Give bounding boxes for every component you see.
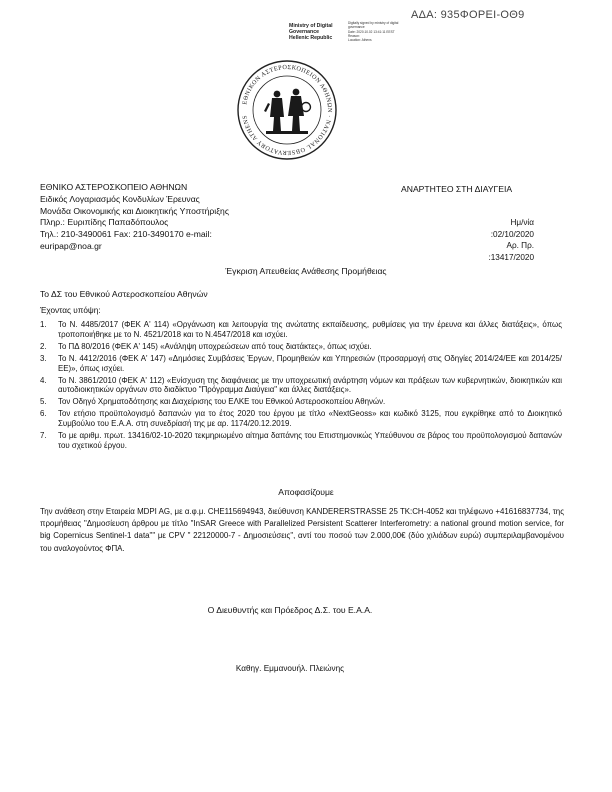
org-name: ΕΘΝΙΚΟ ΑΣΤΕΡΟΣΚΟΠΕΙΟ ΑΘΗΝΩΝ [40, 182, 188, 192]
document-title: Έγκριση Απευθείας Ανάθεσης Προμήθειας [225, 266, 387, 276]
stamp-line: Hellenic Republic [289, 35, 333, 41]
consideration-item [40, 397, 562, 407]
organization-header [40, 182, 229, 253]
decision-heading: Αποφασίζουμε [278, 487, 334, 497]
digital-signature-details [348, 21, 406, 42]
seal-ring-text: ΕΘΝΙΚΟΝ ΑΣΤΕΡΟΣΚΟΠΕΙΟΝ ΑΘΗΝΩΝ · NATIONAL OBSERVATORY ATHENS [241, 63, 334, 157]
decision-text: Την ανάθεση στην Εταιρεία MDPI AG, με α.φ.μ. CHE115694943, διεύθυνση KANDERERSTRASSE 25 TK:CH-4052 και τηλέφωνο +41616837734, της προμήθειας "Δημοσίευση άρθρου με τίτλο "InSAR Greece with Parallelized Persistent Scatterer Interferometry: a national ground motion service, for big Copernicus Sentinel-1 data"" με CPV " 22120000-7 - Δημοσιεύσεις", αντί του ποσού των 2.000,00€ (δύο χιλιάδων ευρώ) συμπεριλαμβανομένου του αναλογούντος ΦΠΑ. [40, 507, 564, 553]
document-date-block [467, 217, 534, 263]
consideration-item [40, 409, 562, 429]
item-text: Το Ν. 3861/2010 (ΦΕΚ Α' 112) «Ενίσχυση της διαφάνειας με την υποχρεωτική ανάρτηση νόμων και πράξεων των κυβερνητικών, διοικητικών και αυτοδιοικητικών οργάνων στο διαδίκτυο "Πρόγραμμα Διαύγεια" και άλλες διατάξεις». [58, 375, 562, 395]
document-date: Ημ/νία :02/10/2020 [490, 218, 534, 239]
digital-signature-issuer [289, 23, 333, 41]
seal-figures-icon [264, 89, 311, 134]
consideration-item [40, 376, 562, 396]
item-number: 3. [40, 353, 47, 363]
org-account: Ειδικός Λογαριασμός Κονδυλίων Έρευνας [40, 193, 200, 204]
item-number: 2. [40, 341, 47, 351]
svg-text:ΕΘΝΙΚΟΝ ΑΣΤΕΡΟΣΚΟΠΕΙΟΝ ΑΘΗΝΩΝ [241, 64, 333, 156]
signer-title: Ο Διευθυντής και Πρόεδρος Δ.Σ. του Ε.Α.Α. [207, 605, 373, 615]
consideration-item [40, 320, 562, 340]
stamp-line: Ministry of Digital [289, 23, 333, 29]
stamp-detail: Reason: [348, 33, 360, 38]
signer-name: Καθηγ. Εμμανουήλ. Πλειώνης [235, 664, 345, 673]
considerations-heading: Έχοντας υπόψη: [40, 306, 101, 315]
publication-notice: ΑΝΑΡΤΗΤΕΟ ΣΤΗ ΔΙΑΥΓΕΙΑ [401, 184, 513, 194]
org-contact-person: Πληρ.: Ευριπίδης Παπαδόπουλος [40, 217, 169, 228]
consideration-item [40, 342, 562, 352]
item-text: Τον Οδηγό Χρηματοδότησης και Διαχείρισης του ΕΛΚΕ του Εθνικού Αστεροσκοπείου Αθηνών. [58, 397, 386, 407]
item-text: Το Ν. 4485/2017 (ΦΕΚ Α' 114) «Οργάνωση και λειτουργία της ανώτατης εκπαίδευσης, ρυθμίσεις για την έρευνα και άλλες διατάξεις», όπως τροποποιήθηκε με το Ν. 4521/2018 και το Ν.4547/2018 και ισχύει. [58, 320, 562, 339]
stamp-detail: Digitally signed by ministry of digital governance [348, 21, 399, 30]
item-text: Το ΠΔ 80/2016 (ΦΕΚ Α' 145) «Ανάληψη υποχρεώσεων από τους διατάκτες», όπως ισχύει. [58, 341, 372, 351]
item-number: 1. [40, 320, 47, 329]
stamp-detail: Location: Athens [348, 38, 372, 43]
item-number: 5. [40, 397, 47, 407]
stamp-detail: Date: 2020.10.02 13:41:11 EEST [348, 29, 395, 34]
item-number: 7. [40, 431, 47, 441]
considerations-list [40, 320, 562, 453]
org-phones: Τηλ.: 210-3490061 Fax: 210-3490170 e-mail: [40, 229, 212, 240]
item-number: 4. [40, 375, 47, 385]
item-text: Το με αριθμ. πρωτ. 13416/02-10-2020 τεκμηριωμένο αίτημα δαπάνης του Επιστημονικώς Υπεύθυνου σε βάρος του προϋπολογισμού δαπανών του σχετικού έργου. [58, 431, 562, 450]
org-email: euripap@noa.gr [40, 240, 102, 251]
org-unit: Μονάδα Οικονομικής και Διοικητικής Υποστήριξης [40, 205, 229, 216]
item-number: 6. [40, 409, 47, 419]
addressee: Το ΔΣ του Εθνικού Αστεροσκοπείου Αθηνών [40, 289, 208, 299]
protocol-number: Αρ. Πρ. :13417/2020 [488, 241, 534, 262]
consideration-item [40, 431, 562, 451]
observatory-seal-logo [236, 59, 338, 161]
item-text: Τον ετήσιο προϋπολογισμό δαπανών για το έτος 2020 του έργου με τίτλο «NextGeoss» και κωδικό 3125, που εγκρίθηκε από το Διοικητικό Συμβούλιο του Ε.Α.Α. στη συνεδρίασή της με αρ. 1174/20.12.2019. [58, 409, 562, 429]
stamp-line: Governance [289, 29, 319, 35]
item-text: Το Ν. 4412/2016 (ΦΕΚ Α' 147) «Δημόσιες Συμβάσεις Έργων, Προμηθειών και Υπηρεσιών (προσαρμογή στις Οδηγίες 2014/24/ΕΕ και 2014/25/ΕΕ)», όπως ισχύει. [58, 353, 562, 373]
consideration-item [40, 354, 562, 374]
ada-code: ΑΔΑ: 935ΦΟΡΕΙ-ΟΘ9 [411, 9, 525, 21]
